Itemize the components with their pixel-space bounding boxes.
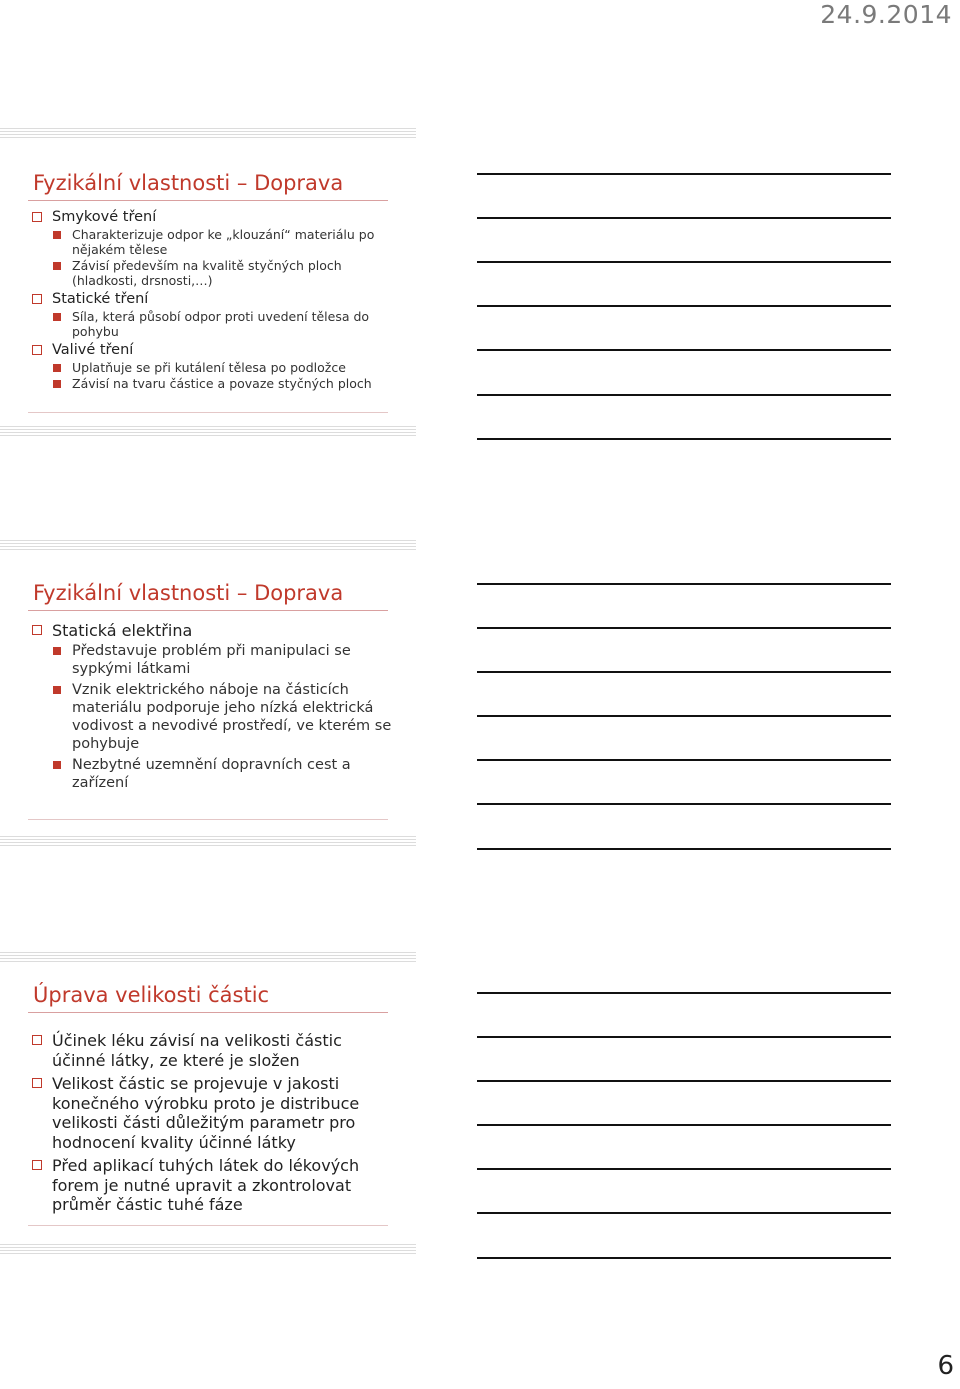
sub-bullet-item bbox=[32, 258, 392, 288]
filled-square-bullet-icon bbox=[53, 364, 61, 372]
bullet-text: Valivé tření bbox=[52, 342, 134, 358]
filled-square-bullet-icon bbox=[53, 262, 61, 270]
note-line bbox=[477, 671, 891, 673]
bullet-text: Statická elektřina bbox=[52, 621, 193, 640]
sub-bullet-text: Představuje problém při manipulaci se sypkými látkami bbox=[72, 643, 351, 677]
bullet-item bbox=[32, 1031, 392, 1070]
note-line bbox=[477, 394, 891, 396]
bullet-item bbox=[32, 1074, 392, 1152]
hollow-square-bullet-icon bbox=[32, 294, 42, 304]
slide-bottom-stripes bbox=[0, 426, 416, 438]
note-line bbox=[477, 261, 891, 263]
note-line bbox=[477, 583, 891, 585]
sub-bullet-text: Charakterizuje odpor ke „klouzání“ materiálu po nějakém tělese bbox=[72, 227, 375, 257]
sub-bullet-text: Nezbytné uzemnění dopravních cest a zařízení bbox=[72, 757, 351, 791]
note-line bbox=[477, 803, 891, 805]
sub-bullet-item bbox=[32, 756, 392, 792]
title-underline bbox=[28, 610, 388, 611]
slide-top-stripes bbox=[0, 128, 416, 140]
slide-footer-rule bbox=[28, 412, 388, 413]
filled-square-bullet-icon bbox=[53, 761, 61, 769]
note-line bbox=[477, 1257, 891, 1259]
note-line bbox=[477, 173, 891, 175]
note-line bbox=[477, 759, 891, 761]
slide-content bbox=[32, 209, 392, 391]
hollow-square-bullet-icon bbox=[32, 625, 42, 635]
bullet-item bbox=[32, 209, 392, 225]
note-line bbox=[477, 349, 891, 351]
slide-3 bbox=[0, 952, 416, 1256]
bullet-text: Před aplikací tuhých látek do lékových forem je nutné upravit a zkontrolovat průměr částic tuhé fáze bbox=[52, 1156, 360, 1214]
note-line bbox=[477, 992, 891, 994]
bullet-item bbox=[32, 1156, 392, 1215]
note-line bbox=[477, 1124, 891, 1126]
filled-square-bullet-icon bbox=[53, 647, 61, 655]
sub-bullet-item bbox=[32, 376, 392, 391]
sub-bullet-item bbox=[32, 227, 392, 257]
slide-content bbox=[32, 621, 392, 792]
filled-square-bullet-icon bbox=[53, 380, 61, 388]
slide-title: Fyzikální vlastnosti – Doprava bbox=[33, 581, 344, 605]
sub-bullet-text: Síla, která působí odpor proti uvedení tělesa do pohybu bbox=[72, 309, 370, 339]
slide-footer-rule bbox=[28, 819, 388, 820]
slide-title: Fyzikální vlastnosti – Doprava bbox=[33, 171, 344, 195]
note-line bbox=[477, 1168, 891, 1170]
hollow-square-bullet-icon bbox=[32, 212, 42, 222]
bullet-item bbox=[32, 291, 392, 307]
slide-bottom-stripes bbox=[0, 1244, 416, 1256]
sub-bullet-text: Závisí na tvaru částice a povaze styčných ploch bbox=[72, 376, 372, 391]
slide-title: Úprava velikosti částic bbox=[33, 983, 270, 1007]
sub-bullet-item bbox=[32, 360, 392, 375]
slide-top-stripes bbox=[0, 952, 416, 964]
hollow-square-bullet-icon bbox=[32, 1078, 42, 1088]
hollow-square-bullet-icon bbox=[32, 1035, 42, 1045]
bullet-item bbox=[32, 342, 392, 358]
sub-bullet-text: Závisí především na kvalitě styčných ploch (hladkosti, drsnosti,…) bbox=[72, 258, 342, 288]
slide-footer-rule bbox=[28, 1225, 388, 1226]
bullet-text: Smykové tření bbox=[52, 209, 157, 225]
note-line bbox=[477, 715, 891, 717]
hollow-square-bullet-icon bbox=[32, 1160, 42, 1170]
bullet-text: Velikost částic se projevuje v jakosti konečného výrobku proto je distribuce velikosti části důležitým parametr pro hodnocení kvality účinné látky bbox=[52, 1074, 360, 1152]
bullet-item bbox=[32, 621, 392, 640]
page-number: 6 bbox=[937, 1351, 954, 1381]
note-line bbox=[477, 1212, 891, 1214]
sub-bullet-text: Uplatňuje se při kutálení tělesa po podložce bbox=[72, 360, 346, 375]
filled-square-bullet-icon bbox=[53, 313, 61, 321]
note-line bbox=[477, 217, 891, 219]
sub-bullet-item bbox=[32, 642, 392, 678]
sub-bullet-text: Vznik elektrického náboje na částicích materiálu podporuje jeho nízká elektrická vodivost a nevodivé prostředí, ve kterém se pohybuje bbox=[72, 682, 392, 752]
title-underline bbox=[28, 200, 388, 201]
note-line bbox=[477, 848, 891, 850]
slide-top-stripes bbox=[0, 540, 416, 552]
slide-bottom-stripes bbox=[0, 836, 416, 848]
bullet-text: Účinek léku závisí na velikosti částic účinné látky, ze které je složen bbox=[52, 1031, 342, 1070]
hollow-square-bullet-icon bbox=[32, 345, 42, 355]
bullet-text: Statické tření bbox=[52, 291, 149, 307]
note-line bbox=[477, 1036, 891, 1038]
sub-bullet-item bbox=[32, 681, 392, 753]
note-line bbox=[477, 1080, 891, 1082]
sub-bullet-item bbox=[32, 309, 392, 339]
note-line bbox=[477, 627, 891, 629]
slide-2 bbox=[0, 540, 416, 848]
title-underline bbox=[28, 1012, 388, 1013]
note-line bbox=[477, 305, 891, 307]
header-date: 24.9.2014 bbox=[820, 0, 952, 29]
note-line bbox=[477, 438, 891, 440]
slide-1 bbox=[0, 128, 416, 438]
slide-content bbox=[32, 1031, 392, 1215]
filled-square-bullet-icon bbox=[53, 686, 61, 694]
filled-square-bullet-icon bbox=[53, 231, 61, 239]
